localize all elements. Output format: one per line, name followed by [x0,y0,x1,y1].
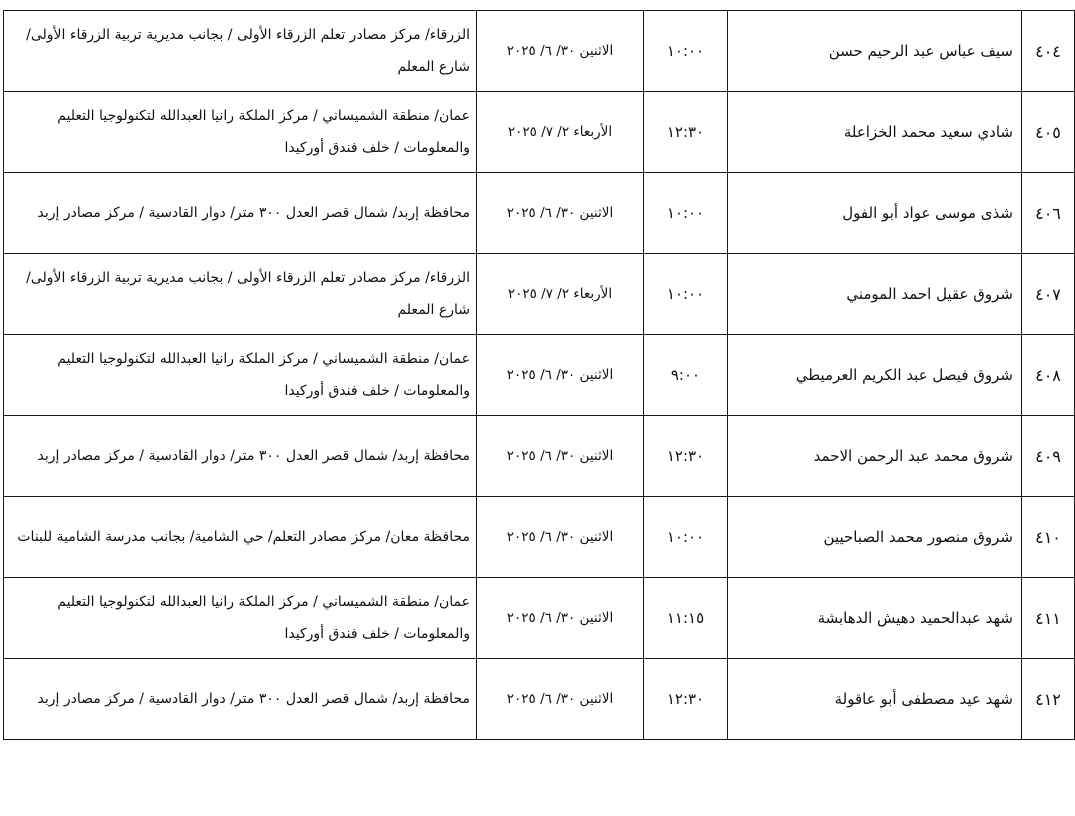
exam-date: الاثنين ٣٠/ ٦/ ٢٠٢٥ [477,416,644,497]
table-row [4,173,1075,254]
candidate-name: شهد عيد مصطفى أبو عاقولة [728,659,1022,740]
row-number: ٤١١ [1022,578,1075,659]
exam-time: ١٢:٣٠ [644,416,728,497]
table-row [4,497,1075,578]
exam-time: ١٢:٣٠ [644,659,728,740]
candidate-name: شهد عبدالحميد دهيش الدهابشة [728,578,1022,659]
exam-date: الأربعاء ٢/ ٧/ ٢٠٢٥ [477,92,644,173]
exam-time: ١٠:٠٠ [644,497,728,578]
exam-location: محافظة إربد/ شمال قصر العدل ٣٠٠ متر/ دوار القادسية / مركز مصادر إربد [4,659,477,740]
schedule-table [3,10,1075,740]
row-number: ٤٠٨ [1022,335,1075,416]
candidate-name: شروق عقيل احمد المومني [728,254,1022,335]
candidate-name: سيف عباس عبد الرحيم حسن [728,11,1022,92]
row-number: ٤١٠ [1022,497,1075,578]
exam-location: محافظة إربد/ شمال قصر العدل ٣٠٠ متر/ دوار القادسية / مركز مصادر إربد [4,173,477,254]
exam-date: الاثنين ٣٠/ ٦/ ٢٠٢٥ [477,659,644,740]
exam-date: الاثنين ٣٠/ ٦/ ٢٠٢٥ [477,335,644,416]
table-row [4,254,1075,335]
row-number: ٤٠٧ [1022,254,1075,335]
exam-date: الاثنين ٣٠/ ٦/ ٢٠٢٥ [477,578,644,659]
candidate-name: شروق فيصل عبد الكريم العرميطي [728,335,1022,416]
candidate-name: شادي سعيد محمد الخزاعلة [728,92,1022,173]
table-row [4,11,1075,92]
exam-date: الاثنين ٣٠/ ٦/ ٢٠٢٥ [477,173,644,254]
exam-location: عمان/ منطقة الشميساني / مركز الملكة رانيا العبدالله لتكنولوجيا التعليم والمعلومات / خلف فندق أوركيدا [4,335,477,416]
exam-date: الاثنين ٣٠/ ٦/ ٢٠٢٥ [477,11,644,92]
table-row [4,416,1075,497]
row-number: ٤٠٥ [1022,92,1075,173]
exam-date: الاثنين ٣٠/ ٦/ ٢٠٢٥ [477,497,644,578]
candidate-name: شروق محمد عبد الرحمن الاحمد [728,416,1022,497]
exam-time: ١٠:٠٠ [644,11,728,92]
exam-time: ١٠:٠٠ [644,254,728,335]
row-number: ٤٠٤ [1022,11,1075,92]
candidate-name: شروق منصور محمد الصباحيين [728,497,1022,578]
exam-location: عمان/ منطقة الشميساني / مركز الملكة رانيا العبدالله لتكنولوجيا التعليم والمعلومات / خلف فندق أوركيدا [4,92,477,173]
exam-location: محافظة معان/ مركز مصادر التعلم/ حي الشامية/ بجانب مدرسة الشامية للبنات [4,497,477,578]
candidate-name: شذى موسى عواد أبو الفول [728,173,1022,254]
table-row [4,335,1075,416]
table-row [4,659,1075,740]
exam-time: ١٠:٠٠ [644,173,728,254]
exam-location: الزرقاء/ مركز مصادر تعلم الزرقاء الأولى / بجانب مديرية تربية الزرقاء الأولى/ شارع المعلم [4,11,477,92]
row-number: ٤٠٩ [1022,416,1075,497]
row-number: ٤٠٦ [1022,173,1075,254]
exam-time: ١١:١٥ [644,578,728,659]
exam-location: عمان/ منطقة الشميساني / مركز الملكة رانيا العبدالله لتكنولوجيا التعليم والمعلومات / خلف فندق أوركيدا [4,578,477,659]
exam-date: الأربعاء ٢/ ٧/ ٢٠٢٥ [477,254,644,335]
exam-time: ١٢:٣٠ [644,92,728,173]
exam-location: محافظة إربد/ شمال قصر العدل ٣٠٠ متر/ دوار القادسية / مركز مصادر إربد [4,416,477,497]
table-row [4,578,1075,659]
row-number: ٤١٢ [1022,659,1075,740]
table-row [4,92,1075,173]
exam-location: الزرقاء/ مركز مصادر تعلم الزرقاء الأولى / بجانب مديرية تربية الزرقاء الأولى/ شارع المعلم [4,254,477,335]
exam-time: ٩:٠٠ [644,335,728,416]
